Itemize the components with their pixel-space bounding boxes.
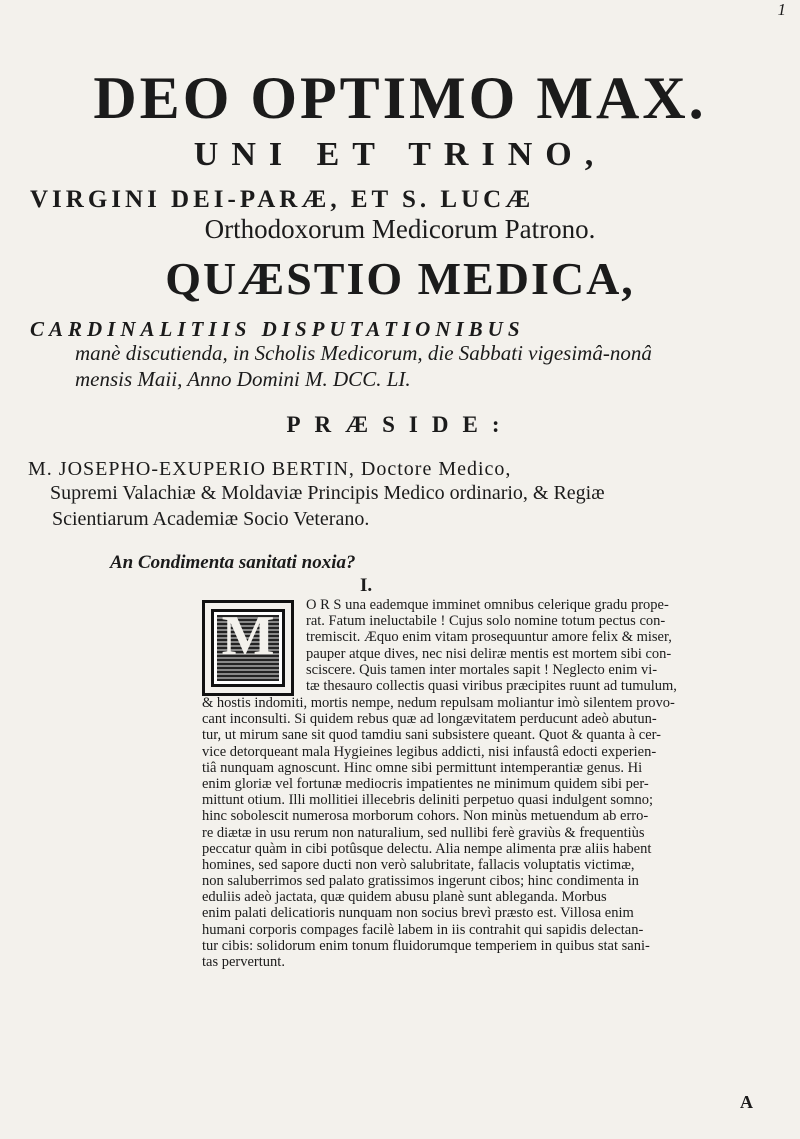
date-line-1: manè discutienda, in Scholis Medicorum, die Sabbati vigesimâ-nonâ <box>75 341 652 365</box>
question-title: An Condimenta sanitati noxia? <box>110 552 356 573</box>
text-line: sciscere. Quis tamen inter mortales sapit ! Neglecto enim vi- <box>306 661 658 678</box>
text-line: eduliis adeò jactata, quæ quidem abusu planè sunt ableganda. Morbus <box>202 889 607 906</box>
preside-heading: PRÆSIDE: <box>286 412 514 437</box>
text-line: enim palati delicatioris nunquam non socius brevì præsto est. Villosa enim <box>202 905 634 922</box>
text-line: non saluberrimos sed palato gratissimos ingerunt cibos; hinc condimenta in <box>202 873 639 890</box>
drop-cap-letter: M <box>221 605 275 667</box>
text-line: mittunt otium. Illi mollitiei illecebris deliniti perpetuo quasi indulgent somno; <box>202 792 654 809</box>
dedication-subtitle: UNI ET TRINO, <box>193 136 607 173</box>
text-line: & hostis indomiti, mortis nempe, nedum repulsam moliantur imò silentem provo- <box>202 695 675 711</box>
president-academy: Scientiarum Academiæ Socio Veterano. <box>52 508 370 530</box>
drop-cap-ornament <box>202 600 294 696</box>
dedication-title: DEO OPTIMO MAX. <box>93 65 707 131</box>
paragraph-body <box>202 695 778 970</box>
text-line: O R S una eademque imminet omnibus celerique gradu prope- <box>306 597 669 613</box>
page-number: 1 <box>777 0 786 19</box>
paragraph-first <box>306 597 776 694</box>
text-line: vice detorqueant mala Hygieines legibus addicti, nisi infaustâ edocti experien- <box>202 743 657 760</box>
text-line: tas pervertunt. <box>202 954 285 970</box>
catchword: A <box>740 1092 753 1112</box>
text-line: hinc sobolescit numerosa morborum cohors. Non minùs metuendum ab erro- <box>202 808 649 825</box>
text-line: pauper atque dives, nec nisi deliræ mentis est mortem sibi con- <box>306 645 672 662</box>
text-line: tur, ut mirum sane sit quod tamdiu sani subsistere queant. Quot & quanta à cer- <box>202 727 662 744</box>
text-line: tiâ nunquam agnoscunt. Hinc omne sibi permittunt intemperantiæ genus. Hi <box>202 759 643 776</box>
thesis-heading: QUÆSTIO MEDICA, <box>165 253 635 304</box>
dedication-line-virgin: VIRGINI DEI-PARÆ, ET S. LUCÆ <box>30 186 535 213</box>
disputation-line: CARDINALITIIS DISPUTATIONIBUS <box>30 317 525 341</box>
text-line: tremiscit. Æquo enim vitam prosequuntur amore felix & miser, <box>306 629 672 646</box>
text-line: re diætæ in usu rerum non naturalium, sed nullibi ferè graviùs & frequentiùs <box>202 824 645 841</box>
text-line: homines, sed sapore ducti non verò salubritate, fallacis voluptatis victimæ, <box>202 856 635 873</box>
text-line: rat. Fatum ineluctabile ! Cujus solo nomine totum pectus con- <box>306 613 666 630</box>
text-line: cant inconsulti. Si quidem rebus quæ ad longævitatem perducunt adeò abutun- <box>202 711 657 728</box>
text-line: tur cibis: solidorum enim tonum fluidorumque temperiem in quibus stat sani- <box>202 937 650 954</box>
text-line: tæ thesauro collectis quasi viribus præcipites ruunt ad tumulum, <box>306 677 677 694</box>
text-line: enim gloriæ vel fortunæ mediocris impatientes ne minimum quidem sibi per- <box>202 775 649 792</box>
text-line: humani corporis compages facilè labem in iis contrahit qui sapidis delectan- <box>202 921 644 938</box>
dedication-patron: Orthodoxorum Medicorum Patrono. <box>204 214 596 244</box>
section-number: I. <box>360 575 373 596</box>
president-name: M. JOSEPHO-EXUPERIO BERTIN, Doctore Medico, <box>28 458 512 480</box>
president-title: Supremi Valachiæ & Moldaviæ Principis Medico ordinario, & Regiæ <box>50 482 605 504</box>
date-line-2: mensis Maii, Anno Domini M. DCC. LI. <box>75 367 411 391</box>
text-line: peccatur quàm in cibi potûsque delectu. Alia nempe alimenta præ aliis habent <box>202 840 652 857</box>
